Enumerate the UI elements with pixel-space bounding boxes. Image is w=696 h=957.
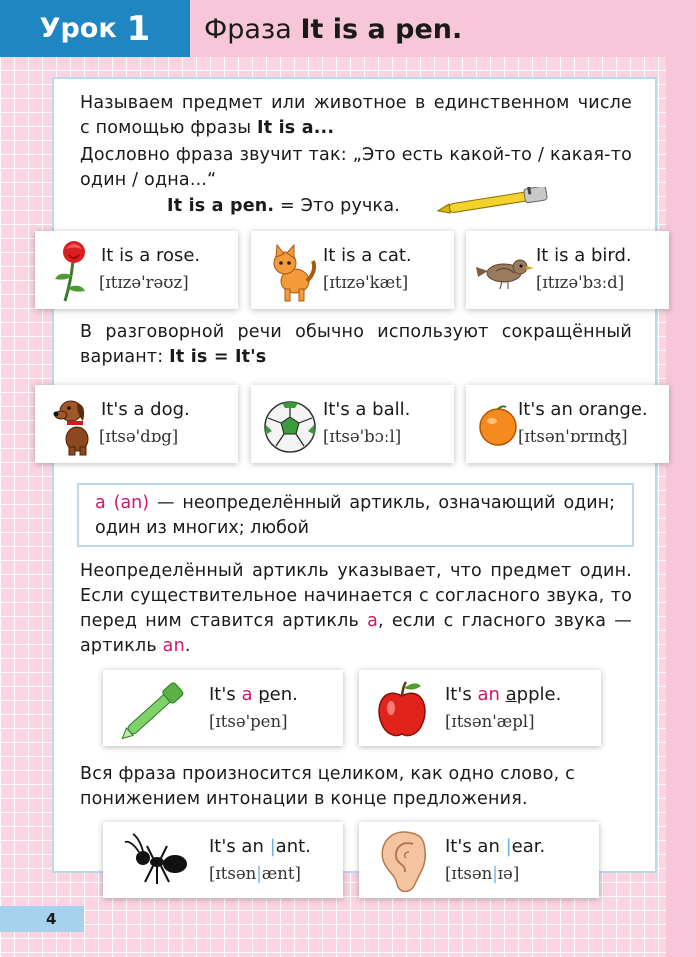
- rule-part2: , если с гласного звука — артикль: [80, 611, 632, 656]
- pen-icon: [115, 676, 195, 742]
- intro-bold: It is a...: [257, 118, 335, 138]
- cat-icon: [259, 237, 321, 303]
- title-phrase: It is a pen.: [300, 14, 463, 45]
- phrase-ant: [209, 836, 311, 857]
- tile-ant: [103, 822, 343, 898]
- example-line: [167, 194, 467, 219]
- phrase-rose: It is a rose.: [101, 245, 201, 266]
- definition-text: [95, 491, 615, 541]
- short-form-bold: It is = It's: [169, 347, 267, 367]
- page-title: [204, 14, 462, 45]
- linking-mark: |: [269, 836, 276, 857]
- phrase-ear: [445, 836, 545, 857]
- short-form-paragraph: [80, 320, 632, 370]
- phrase-apple-first: a: [505, 684, 517, 705]
- intro-text: Называем предмет или животное в единственном числе с помощью фразы: [80, 93, 632, 138]
- lesson-badge: [0, 0, 190, 57]
- phrase-bird: It is a bird.: [536, 245, 632, 266]
- transcription-rose: [ɪtɪzə'rəʊz]: [99, 273, 189, 292]
- transcription-dog: [ɪtsə'dɒg]: [99, 427, 179, 446]
- linking-mark: |: [256, 864, 262, 883]
- page-number: [0, 906, 84, 932]
- tile-pen: [103, 670, 343, 746]
- phrase-pen-rest: en.: [269, 684, 298, 705]
- intro-literal: [80, 143, 632, 193]
- transcription-ear-word: ɪə]: [497, 864, 520, 883]
- short-form-text: В разговорной речи обычно используют сокращённый вариант:: [80, 322, 632, 367]
- transcription-bird: [ɪtɪzə'bɜːd]: [536, 273, 625, 292]
- phrase-apple-pre: It's: [445, 684, 472, 705]
- definition-box: [77, 483, 634, 547]
- rule-part1: Неопределённый артикль указывает, что предмет один. Если существительное начинается с согласного звука, то перед ним ставится артикль: [80, 561, 632, 631]
- example-rest: = Это ручка.: [280, 196, 401, 216]
- transcription-ant: [209, 864, 301, 883]
- transcription-ear-pre: [ɪtsən: [445, 864, 493, 883]
- rule-article-an: an: [162, 636, 185, 656]
- rose-icon: [43, 237, 105, 303]
- intonation-text: Вся фраза произносится целиком, как одно слово, с понижением интонации в конце предложения.: [80, 764, 575, 809]
- tile-apple: [359, 670, 601, 746]
- apple-icon: [373, 676, 431, 742]
- transcription-orange: [ɪtsən'ɒrɪnʤ]: [518, 427, 628, 446]
- lesson-word: Урок: [39, 13, 117, 44]
- example-bold: It is a pen.: [167, 196, 275, 216]
- intro-literal-text: Дословно фраза звучит так: „Это есть какой-то / какая-то один / одна...“: [80, 145, 632, 190]
- phrase-orange: It's an orange.: [518, 399, 648, 420]
- transcription-cat: [ɪtɪzə'kæt]: [323, 273, 409, 292]
- phrase-ant-pre: It's an: [209, 836, 264, 857]
- tile-ear: [359, 822, 599, 898]
- ant-icon: [121, 830, 193, 892]
- tile-dog: [35, 385, 238, 463]
- linking-mark: |: [492, 864, 498, 883]
- phrase-ball: It's a ball.: [323, 399, 411, 420]
- phrase-apple-article: an: [477, 684, 500, 705]
- side-stripe: [666, 57, 696, 957]
- phrase-pen: [209, 684, 298, 705]
- ear-icon: [375, 826, 431, 896]
- transcription-ant-word: ænt]: [261, 864, 301, 883]
- phrase-apple-rest: pple.: [516, 684, 562, 705]
- intonation-paragraph: [80, 762, 632, 812]
- transcription-ball: [ɪtsə'bɔːl]: [323, 427, 402, 446]
- phrase-pen-article: a: [241, 684, 253, 705]
- pen-icon: [435, 187, 553, 215]
- tile-bird: [466, 231, 669, 309]
- intro-paragraph: [80, 91, 632, 141]
- tile-rose: [35, 231, 238, 309]
- phrase-pen-pre: It's: [209, 684, 236, 705]
- definition-term: a (an): [95, 493, 150, 513]
- transcription-ant-pre: [ɪtsən: [209, 864, 257, 883]
- transcription-ear: [445, 864, 519, 883]
- rule-article-a: a: [367, 611, 379, 631]
- tile-cat: [251, 231, 454, 309]
- page-number-text: 4: [46, 910, 57, 928]
- article-rule-paragraph: [80, 559, 632, 659]
- bird-icon: [474, 237, 536, 303]
- phrase-apple: [445, 684, 561, 705]
- phrase-ant-word: ant.: [275, 836, 311, 857]
- title-prefix: Фраза: [204, 14, 292, 45]
- ball-icon: [259, 391, 321, 457]
- transcription-apple: [ɪtsən'æpl]: [445, 712, 535, 731]
- phrase-dog: It's a dog.: [101, 399, 190, 420]
- lesson-number: 1: [126, 8, 151, 49]
- dog-icon: [43, 391, 105, 457]
- phrase-pen-first: p: [258, 684, 270, 705]
- phrase-cat: It is a cat.: [323, 245, 412, 266]
- tile-orange: [466, 385, 669, 463]
- definition-body: — неопределённый артикль, означающий один; один из многих; любой: [95, 493, 615, 538]
- phrase-ear-pre: It's an: [445, 836, 500, 857]
- tile-ball: [251, 385, 454, 463]
- linking-mark: |: [505, 836, 512, 857]
- phrase-ear-word: ear.: [511, 836, 546, 857]
- rule-end: .: [184, 636, 191, 656]
- transcription-pen: [ɪtsə'pen]: [209, 712, 288, 731]
